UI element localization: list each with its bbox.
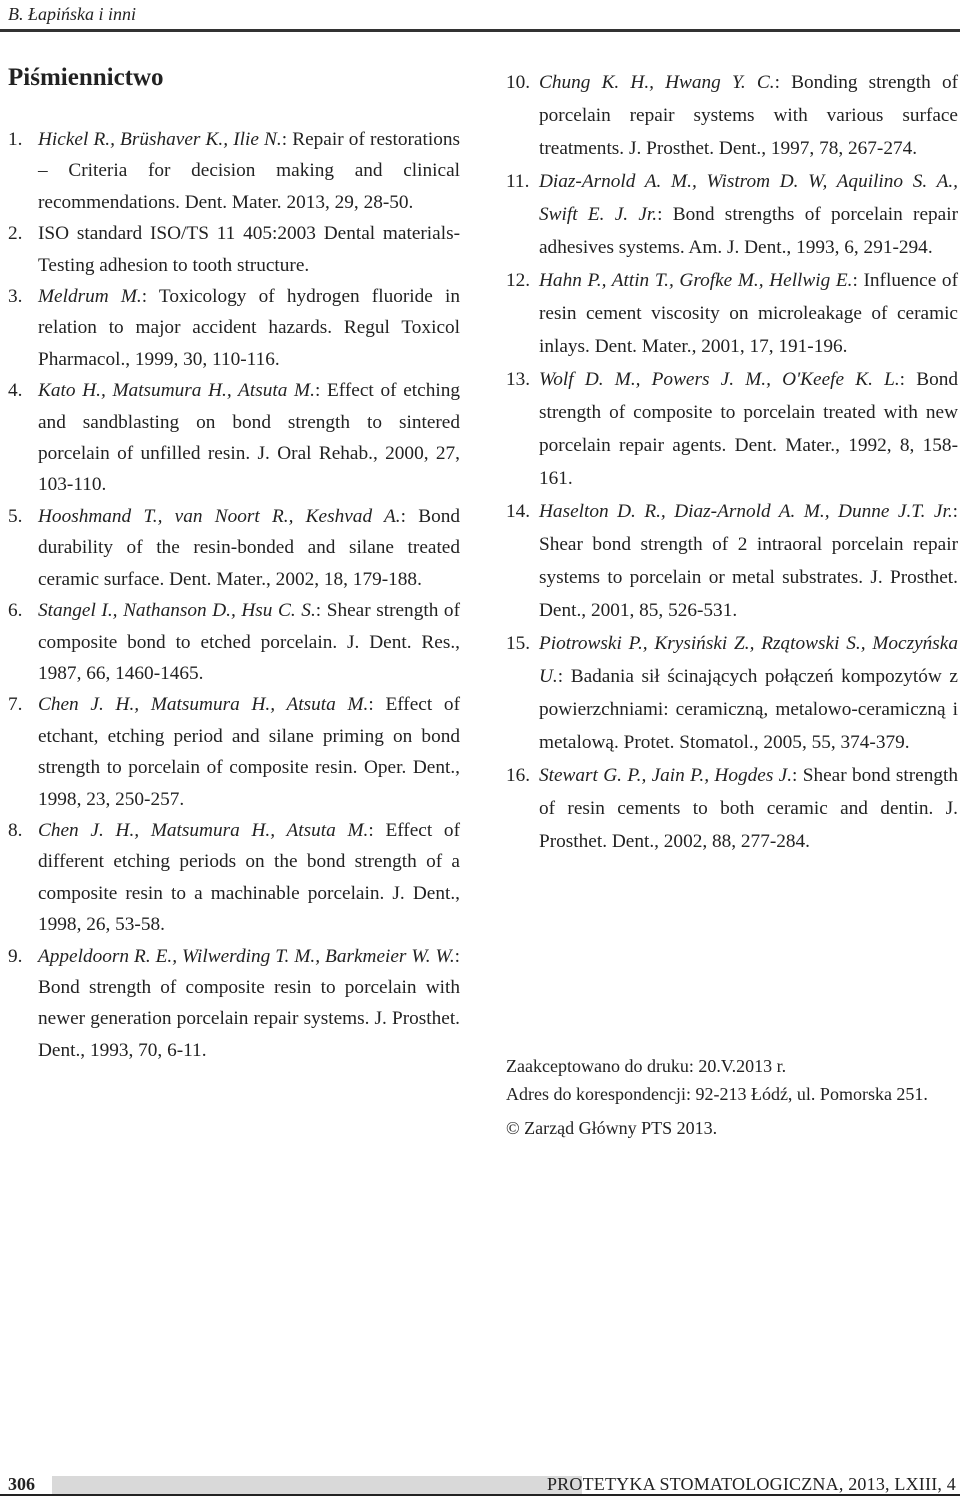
reference-authors: Hooshmand T., van Noort R., Keshvad A. [38,505,401,527]
reference-authors: Hickel R., Brüshaver K., Ilie N. [38,129,282,150]
correspondence-address: Adres do korespondencji: 92-213 Łódź, ul. Pomorska 251. [506,1084,928,1104]
section-title: Piśmiennictwo [8,64,164,91]
references-right-column [506,66,958,858]
reference-text: : Bond strength of composite to porcelain treated with new porcelain repair agents. Dent. Mater., 1992, 8, 158-161. [539,369,958,489]
journal-name: PROTETYKA STOMATOLOGICZNA, 2013, LXIII, 4 [546,1474,956,1494]
running-head: B. Łapińska i inni [8,4,137,24]
reference-number: 7. [8,694,23,716]
reference-number: 16. [506,765,531,786]
reference-number: 3. [8,286,23,308]
reference-authors: Stewart G. P., Jain P., Hogdes J. [539,765,793,786]
reference-item [506,627,958,759]
reference-text: : Bond durability of the resin-bonded and silane treated ceramic surface. Dent. Mater., 2002, 18, 179-188. [38,505,460,590]
reference-number: 12. [506,270,531,291]
reference-text: : Toxicology of hydrogen fluoride in relation to major accident hazards. Regul Toxicol Pharmacol., 1999, 30, 110-116. [38,286,461,370]
reference-text: : Shear bond strength of resin cements to both ceramic and dentin. J. Prosthet. Dent., 2002, 88, 277-284. [539,765,958,852]
reference-number: 13. [506,369,531,390]
reference-text: : Bonding strength of porcelain repair systems with various surface treatments. J. Prosthet. Dent., 1997, 78, 267-274. [539,72,959,159]
reference-number: 4. [8,380,23,402]
reference-number: 6. [8,600,23,622]
header-rule [0,29,960,32]
reference-item [506,165,958,264]
reference-text: : Effect of different etching periods on the bond strength of a composite resin to a machinable porcelain. J. Dent., 1998, 26, 53-58. [38,819,460,936]
reference-number: 15. [506,633,531,654]
page-number: 306 [8,1474,35,1494]
reference-authors: Diaz-Arnold A. M., Wistrom D. W, Aquilino S. A., Swift E. J. Jr. [539,171,958,225]
reference-authors: Wolf D. M., Powers J. M., O'Keefe K. L. [539,369,900,390]
reference-number: 9. [8,945,23,967]
reference-text: : Influence of resin cement viscosity on microleakage of ceramic inlays. Dent. Mater., 2001, 17, 191-196. [539,270,958,357]
reference-item [506,495,958,627]
references-left-column [8,124,460,1066]
reference-authors: Chen J. H., Matsumura H., Atsuta M. [38,819,369,841]
reference-item [506,363,958,495]
reference-authors: Meldrum M. [38,286,142,308]
reference-text: : Shear strength of composite bond to etched porcelain. J. Dent. Res., 1987, 66, 1460-1465. [38,600,460,684]
reference-text: : Bond strength of composite resin to porcelain with newer generation porcelain repair systems. J. Prosthet. Dent., 1993, 70, 6-11. [38,945,460,1061]
reference-item [8,595,460,689]
reference-item [8,689,460,815]
reference-item [8,218,460,281]
reference-authors: Chen J. H., Matsumura H., Atsuta M. [38,694,369,716]
reference-number: 11. [506,171,530,192]
reference-number: 8. [8,819,23,841]
acceptance-note: Zaakceptowano do druku: 20.V.2013 r. [506,1056,787,1076]
reference-number: 1. [8,129,23,150]
reference-item [8,501,460,595]
reference-authors: Haselton D. R., Diaz-Arnold A. M., Dunne J.T. Jr. [539,501,953,522]
reference-item [8,375,460,501]
reference-text: : Shear bond strength of 2 intraoral porcelain repair systems to porcelain or metal substrates. J. Prosthet. Dent., 2001, 85, 526-531. [539,501,958,621]
article-notes [506,1052,958,1142]
reference-item [8,124,460,218]
footer-bar [52,1476,582,1494]
copyright-note: © Zarząd Główny PTS 2013. [506,1118,718,1138]
reference-text: : Badania sił ścinających połączeń kompozytów z powierzchniami: ceramiczną, metalowo-ceramiczną i metalową. Protet. Stomatol., 2005, 55, 374-379. [539,666,958,753]
reference-text: : Bond strengths of porcelain repair adhesives systems. Am. J. Dent., 1993, 6, 291-294. [539,204,958,258]
reference-text: : Repair of restorations – Criteria for decision making and clinical recommendations. Dent. Mater. 2013, 29, 28-50. [38,129,460,213]
reference-authors: Piotrowski P., Krysiński Z., Rzątowski S., Moczyńska U. [539,633,958,687]
footer-rule [0,1494,960,1496]
reference-item [506,759,958,858]
reference-authors: Kato H., Matsumura H., Atsuta M. [38,380,315,402]
reference-item [8,281,460,375]
reference-number: 5. [8,505,23,527]
reference-item [506,264,958,363]
reference-item [8,941,460,1067]
reference-number: 2. [8,223,23,245]
reference-authors: Stangel I., Nathanson D., Hsu C. S. [38,600,316,622]
reference-authors: Appeldoorn R. E., Wilwerding T. M., Barkmeier W. W. [38,945,455,967]
reference-authors: Chung K. H., Hwang Y. C. [539,72,775,93]
reference-authors: Hahn P., Attin T., Grofke M., Hellwig E. [539,270,853,291]
reference-number: 14. [506,501,531,522]
reference-text: : Effect of etching and sandblasting on bond strength to sintered porcelain of unfilled resin. J. Oral Rehab., 2000, 27, 103-110. [38,380,461,496]
reference-text: ISO standard ISO/TS 11 405:2003 Dental materials-Testing adhesion to tooth structure. [38,223,460,276]
reference-text: : Effect of etchant, etching period and silane priming on bond strength to porcelain of composite resin. Oper. Dent., 1998, 23, 250-257. [38,694,460,810]
reference-item [506,66,958,165]
reference-item [8,815,460,941]
reference-number: 10. [506,72,531,93]
